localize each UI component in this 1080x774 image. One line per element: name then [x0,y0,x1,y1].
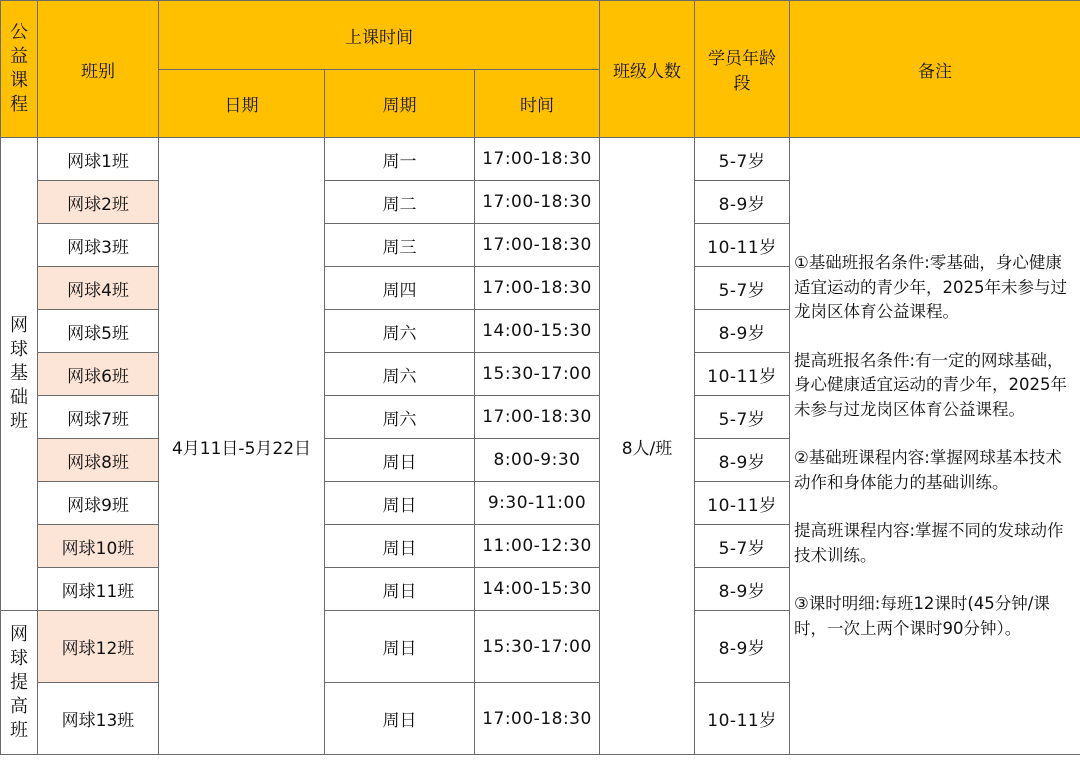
class-cell: 网球8班 [38,439,159,482]
age-cell: 8-9岁 [695,310,790,353]
age-cell: 10-11岁 [695,224,790,267]
group-basic: 网球基础班 [1,138,38,611]
weekday-cell: 周二 [325,181,475,224]
schedule-header: 上课时间 [159,1,600,70]
weekday-cell: 周一 [325,138,475,181]
notes-cell [790,138,1080,755]
notes-header: 备注 [790,1,1080,138]
class-cell: 网球4班 [38,267,159,310]
weekday-header: 周期 [325,70,475,138]
class-cell: 网球13班 [38,683,159,755]
time-cell: 14:00-15:30 [475,568,600,611]
time-cell: 17:00-18:30 [475,224,600,267]
age-cell: 8-9岁 [695,439,790,482]
time-cell: 9:30-11:00 [475,482,600,525]
age-cell: 10-11岁 [695,683,790,755]
age-cell: 10-11岁 [695,353,790,396]
class-cell: 网球9班 [38,482,159,525]
weekday-cell: 周六 [325,396,475,439]
time-cell: 17:00-18:30 [475,181,600,224]
time-cell: 17:00-18:30 [475,683,600,755]
time-header: 时间 [475,70,600,138]
age-cell: 5-7岁 [695,267,790,310]
weekday-cell: 周六 [325,353,475,396]
age-header: 学员年龄段 [695,1,790,138]
time-cell: 8:00-9:30 [475,439,600,482]
class-cell: 网球7班 [38,396,159,439]
age-cell: 8-9岁 [695,611,790,683]
course-header: 公益课程 [1,1,38,138]
weekday-cell: 周日 [325,482,475,525]
note-advanced-content: 提高班课程内容:掌握不同的发球动作技术训练。 [794,521,1064,565]
time-cell: 17:00-18:30 [475,138,600,181]
date-range-cell: 4月11日-5月22日 [159,138,325,755]
time-cell: 15:30-17:00 [475,353,600,396]
age-cell: 5-7岁 [695,396,790,439]
table-row [1,138,1080,181]
weekday-cell: 周四 [325,267,475,310]
age-cell: 10-11岁 [695,482,790,525]
weekday-cell: 周日 [325,611,475,683]
group-advanced: 网球提高班 [1,611,38,755]
class-cell: 网球1班 [38,138,159,181]
class-cell: 网球10班 [38,525,159,568]
weekday-cell: 周日 [325,525,475,568]
weekday-cell: 周日 [325,683,475,755]
class-cell: 网球2班 [38,181,159,224]
class-cell: 网球3班 [38,224,159,267]
class-cell: 网球5班 [38,310,159,353]
weekday-cell: 周日 [325,568,475,611]
note-advanced-requirement: 提高班报名条件:有一定的网球基础，身心健康适宜运动的青少年，2025年未参与过龙岗区体育公益课程。 [794,350,1067,419]
time-cell: 17:00-18:30 [475,396,600,439]
size-header: 班级人数 [600,1,695,138]
class-cell: 网球12班 [38,611,159,683]
time-cell: 14:00-15:30 [475,310,600,353]
time-cell: 17:00-18:30 [475,267,600,310]
date-header: 日期 [159,70,325,138]
class-cell: 网球6班 [38,353,159,396]
weekday-cell: 周三 [325,224,475,267]
age-cell: 5-7岁 [695,138,790,181]
class-header: 班别 [38,1,159,138]
class-cell: 网球11班 [38,568,159,611]
note-basic-content: ②基础班课程内容:掌握网球基本技术动作和身体能力的基础训练。 [794,448,1062,492]
age-cell: 8-9岁 [695,181,790,224]
age-cell: 5-7岁 [695,525,790,568]
age-cell: 8-9岁 [695,568,790,611]
time-cell: 11:00-12:30 [475,525,600,568]
note-hours: ③课时明细:每班12课时(45分钟/课时，一次上两个课时90分钟）。 [794,594,1050,638]
class-size-cell: 8人/班 [600,138,695,755]
time-cell: 15:30-17:00 [475,611,600,683]
note-basic-requirement: ①基础班报名条件:零基础，身心健康适宜运动的青少年，2025年未参与过龙岗区体育公益课程。 [794,253,1067,321]
weekday-cell: 周六 [325,310,475,353]
weekday-cell: 周日 [325,439,475,482]
